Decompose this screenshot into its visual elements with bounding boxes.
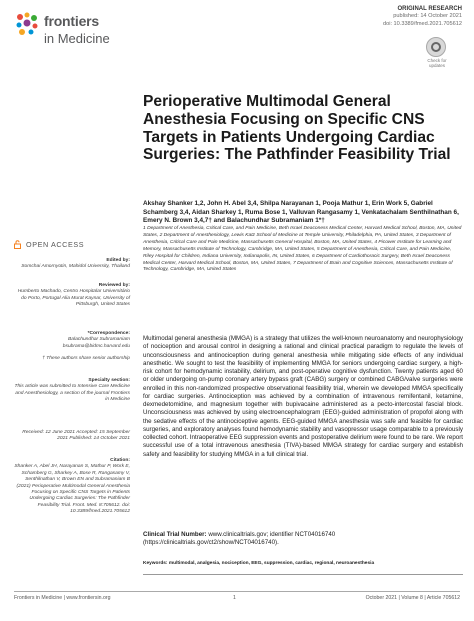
- open-access-label: OPEN ACCESS: [26, 240, 85, 249]
- open-access-badge: [14, 240, 132, 250]
- article-doi[interactable]: doi: 10.3389/fmed.2021.705612: [382, 20, 462, 27]
- footer-journal[interactable]: Frontiers in Medicine | www.frontiersin.org: [14, 595, 111, 601]
- clinical-trial-text[interactable]: www.clinicaltrials.gov; identifier NCT04016740 (https://clinicaltrials.gov/ct2/show/NCT04016740).: [143, 531, 336, 547]
- check-for-updates-icon[interactable]: [426, 37, 446, 57]
- specialty-section: [14, 378, 130, 404]
- keywords-text: multimodal, analgesia, nociception, EEG, suppression, cardiac, regional, neuroanesthesia: [168, 561, 375, 566]
- keywords: [143, 561, 463, 568]
- footer-divider: [14, 591, 460, 592]
- page-number: 1: [233, 595, 236, 601]
- published-date: published: 14 October 2021: [393, 13, 462, 20]
- citation-text: Shanker A, Abel JH, Narayanan S, Mathur P, Work E, Schamberg G, Sharkey A, Bose R, Rangasamy V, Senthilnathan V, Brown EN and Subramaniam B (2021) Perioperative Multimodal General Anesthesia Focusing on Specific CNS Targets in Patients Undergoing Cardiac Surgeries: The Pathfinder Feasibility Trial. Front. Med. 8:705612. doi: 10.3389/fmed.2021.705612: [14, 464, 130, 515]
- reviewed-by: [14, 283, 130, 309]
- frontiers-logo-icon: [14, 11, 40, 37]
- correspondence: [14, 331, 130, 350]
- open-lock-icon: [14, 240, 21, 249]
- clinical-trial-number: [143, 531, 463, 548]
- citation: [14, 458, 130, 516]
- equal-contribution-note: † These authors share senior authorship: [42, 356, 130, 361]
- article-header-meta: [383, 6, 462, 28]
- keywords-divider: [143, 574, 463, 575]
- affiliations: 1 Department of Anesthesia, Critical Care, and Pain Medicine, Beth Israel Deaconess Medical Center, Harvard Medical School, Boston, MA, United States, 2 Department of Anesthesiology, Lewis Katz School of Medicine at Temple University, Philadelphia, PA, United States, 3 Department of Anesthesia, Critical Care and Pain Medicine, Massachusetts General Hospital, Boston, MA, United States, 4 Picower Institute for Learning and Memory, Massachusetts Institute of Technology, Cambridge, MA, United States, 5 Department of Anesthesia, Critical Care, and Pain Medicine, Riley Hospital for Children, Indiana University, Indianapolis, IN, United States, 6 Department of Cardiothoracic Surgery, Beth Israel Deaconess Medical Center, Harvard Medical School, Boston, MA, United States, 7 Department of Brain and Cognitive Sciences, Massachusetts Institute of Technology, Cambridge, MA, United States: [143, 226, 462, 273]
- correspondence-heading: *Correspondence:: [87, 331, 130, 336]
- edited-by: [14, 258, 130, 271]
- reviewed-by-heading: Reviewed by:: [98, 283, 130, 288]
- journal-logo: [14, 9, 134, 53]
- specialty-section-heading: Specialty section:: [88, 378, 130, 383]
- article-type: ORIGINAL RESEARCH: [397, 6, 462, 12]
- reviewed-by-text: Humberto Machado, Centro Hospitalar Universitário do Porto, Portugal Alia Murat Kaynar, University of Pittsburgh, United States: [17, 289, 130, 308]
- article-dates: Received: 12 June 2021 Accepted: 15 September 2021 Published: 14 October 2021: [22, 430, 130, 442]
- journal-subtitle: in Medicine: [44, 31, 110, 46]
- citation-heading: Citation:: [110, 458, 130, 463]
- journal-name: frontiers: [44, 13, 99, 29]
- footer-article-info: October 2021 | Volume 8 | Article 705612: [365, 595, 460, 601]
- author-list: Akshay Shanker 1,2, John H. Abel 3,4, Shilpa Narayanan 1, Pooja Mathur 1, Erin Work 5, Gabriel Schamberg 3,4, Aidan Sharkey 1, Ruma Bose 1, Valluvan Rangasamy 1, Venkatachalam Senthilnathan 6, Emery N. Brown 3,4,7† and Balachundhar Subramaniam 1*†: [143, 200, 459, 225]
- edited-by-heading: Edited by:: [106, 258, 130, 263]
- check-for-updates-label[interactable]: Check for updates: [427, 58, 447, 68]
- abstract-text: Multimodal general anesthesia (MMGA) is a strategy that utilizes the well-known neuroanatomy and neurophysiology of nociception and arousal control in designing a rational and clinical practical paradigm to regulate the levels of unconsciousness and antinociception during general anesthesia while mitigating side effects of any individual anesthetic. We sought to test the feasibility of implementing MMGA for seniors undergoing cardiac surgery, a high-risk cohort for hemodynamic instability, delirium, and post-operative cognitive dysfunction. Twenty patients aged 60 or older undergoing on-pump coronary artery bypass graft (CABG) surgery or combined CABG/valve surgeries were enrolled in this non-randomized prospective observational feasibility trial, wherein we developed MMGA specifically for cardiac surgeries. Antinociception was achieved by a combination of intravenous remifentanil, ketamine, dexmedetomidine, and magnesium together with bupivacaine administered as a pecto-intercostal fascial block. Unconsciousness was achieved by using electroencephalogram (EEG)-guided administration of propofol along with the sedative effects of the antinociceptive agents. EEG-guided MMGA anesthesia was safe and feasible for cardiac surgeries, and exploratory analyses found hemodynamic stability and vasopressor usage comparable to a previously collected cohort. Intraoperative EEG suppression events and postoperative delirium were found to be rare. We report successful use of a total intravenous anesthesia (TIVA)-based MMGA strategy for cardiac surgery and establish safety and feasibility for studying MMGA in a full clinical trial.: [143, 335, 463, 458]
- correspondence-text[interactable]: Balachundhar Subramaniam bsubrama@bidmc.harvard.edu: [62, 337, 130, 349]
- specialty-section-text: This article was submitted to Intensive Care Medicine and Anesthesiology, a section of the journal Frontiers in Medicine: [14, 384, 130, 403]
- clinical-trial-label: Clinical Trial Number:: [143, 531, 207, 538]
- edited-by-text: Somchai Amornyotin, Mahidol University, Thailand: [21, 264, 130, 270]
- article-title: Perioperative Multimodal General Anesthesia Focusing on Specific CNS Targets in Patients Undergoing Cardiac Surgeries: The Pathfinder Feasibility Trial: [143, 93, 451, 164]
- keywords-label: Keywords:: [143, 561, 168, 566]
